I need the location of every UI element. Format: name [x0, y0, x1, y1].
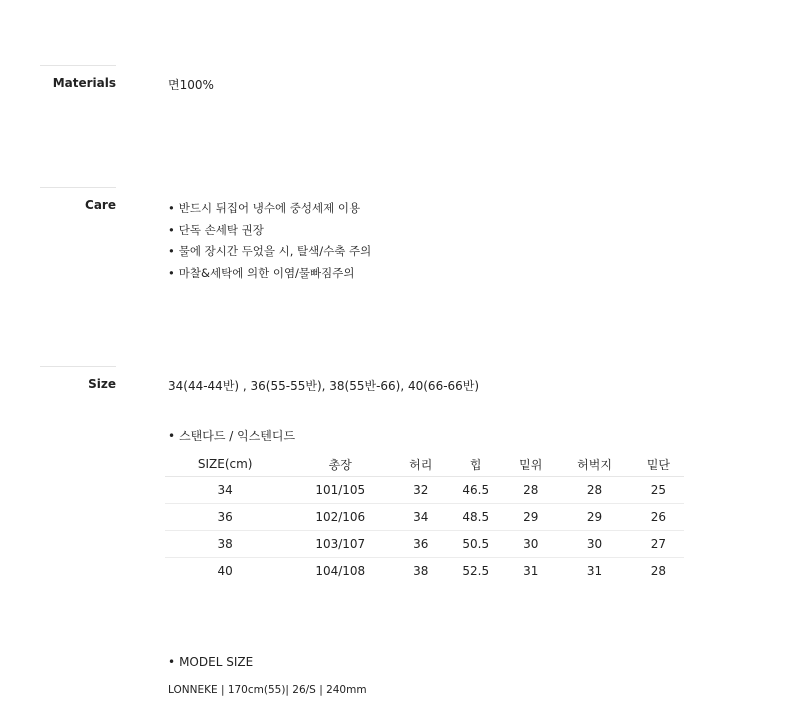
table-cell: 103/107: [285, 531, 395, 558]
size-summary: 34(44-44반) , 36(55-55반), 38(55반-66), 40(66-66반): [168, 379, 480, 393]
table-cell: 29: [505, 504, 556, 531]
table-cell: 102/106: [285, 504, 395, 531]
table-cell: 52.5: [462, 564, 490, 578]
table-cell: 46.5: [446, 477, 505, 504]
fit-title-text: 스탠다드 / 익스텐디드: [179, 429, 296, 443]
table-cell: 36: [395, 531, 446, 558]
care-item: • 반드시 뒤집어 냉수에 중성세제 이용: [168, 198, 371, 220]
table-cell: 28: [650, 564, 667, 578]
header-waist: 허리: [395, 452, 446, 477]
care-divider: [40, 187, 116, 188]
care-label: Care: [85, 198, 116, 212]
table-cell: 50.5: [446, 531, 505, 558]
size-table: [165, 452, 684, 584]
header-hem: 밑단: [633, 452, 684, 477]
size-label: Size: [88, 377, 116, 391]
table-row: [165, 477, 684, 504]
care-item: • 마찰&세탁에 의한 이염/물빠짐주의: [168, 263, 371, 285]
care-item: • 물에 장시간 두었을 시, 탈색/수축 주의: [168, 241, 371, 263]
table-cell: 27: [633, 531, 684, 558]
table-cell: 101/105: [285, 477, 395, 504]
table-cell: 38: [413, 564, 429, 578]
table-cell: 30: [505, 531, 556, 558]
table-cell: 25: [633, 477, 684, 504]
care-item: • 단독 손세탁 권장: [168, 220, 371, 242]
table-cell: 28: [505, 477, 556, 504]
header-hip: 힙: [446, 452, 505, 477]
model-size-title: [168, 655, 253, 669]
header-rise: 밑위: [505, 452, 556, 477]
table-cell: 40: [217, 564, 233, 578]
table-cell: 104/108: [315, 564, 366, 578]
materials-label: Materials: [52, 76, 116, 90]
materials-divider: [40, 65, 116, 66]
table-cell: 32: [395, 477, 446, 504]
model-size-info: LONNEKE | 170cm(55)| 26/S | 240mm: [168, 684, 367, 696]
table-cell: 29: [556, 504, 633, 531]
care-list: [168, 198, 371, 284]
fit-title: [168, 427, 295, 444]
table-row: [165, 531, 684, 558]
table-row: [165, 558, 684, 585]
table-cell: 26: [633, 504, 684, 531]
table-row: [165, 504, 684, 531]
table-cell: 28: [556, 477, 633, 504]
size-table-header-row: [165, 452, 684, 477]
size-divider: [40, 366, 116, 367]
table-cell: 30: [556, 531, 633, 558]
table-cell: 34: [395, 504, 446, 531]
materials-value: 면100%: [168, 78, 214, 92]
table-cell: 31: [523, 564, 539, 578]
table-cell: 31: [586, 564, 603, 578]
table-cell: 38: [165, 531, 285, 558]
header-total-length: 총장: [285, 452, 395, 477]
header-thigh: 허벅지: [556, 452, 633, 477]
table-cell: 34: [165, 477, 285, 504]
header-size: SIZE(cm): [165, 452, 285, 477]
table-cell: 36: [165, 504, 285, 531]
model-size-title-text: MODEL SIZE: [179, 655, 254, 669]
table-cell: 48.5: [446, 504, 505, 531]
